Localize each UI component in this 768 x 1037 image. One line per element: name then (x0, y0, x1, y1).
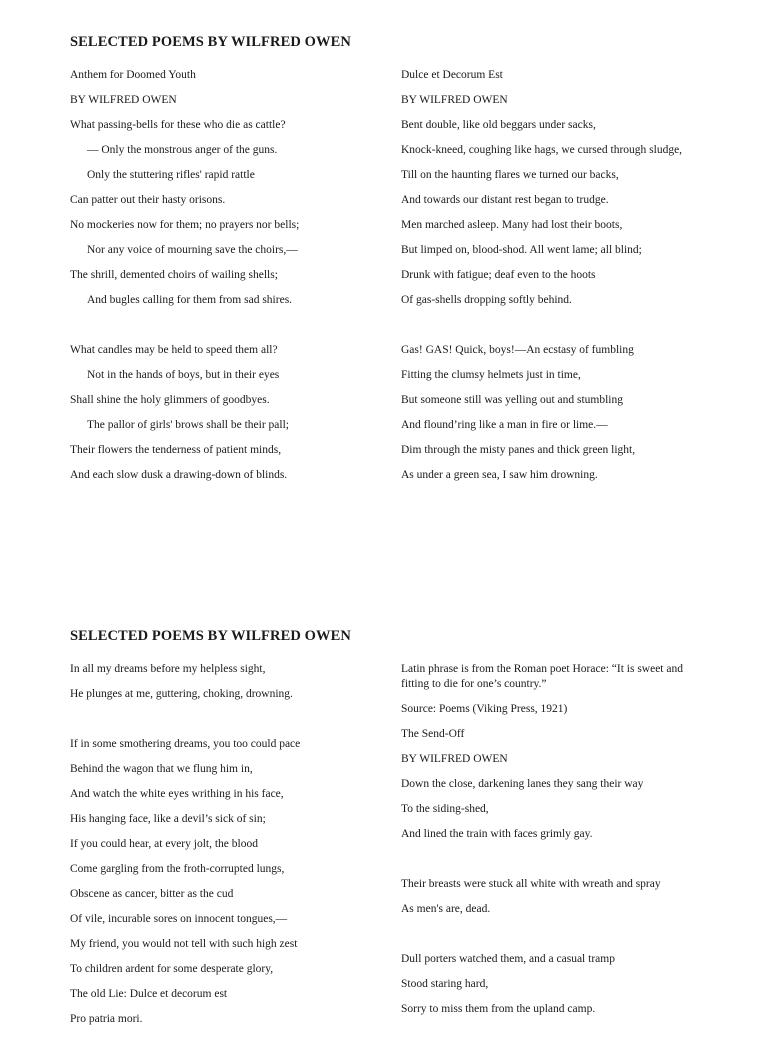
poem-line: Shall shine the holy glimmers of goodbyes. (70, 394, 270, 406)
poem-column-left (70, 662, 370, 1037)
poem-line: He plunges at me, guttering, choking, drowning. (70, 688, 293, 700)
poem-line: But limped on, blood-shod. All went lame; all blind; (401, 244, 642, 256)
stanza-break (70, 712, 370, 727)
poem-line: Their breasts were stuck all white with wreath and spray (401, 878, 661, 890)
poem-line: BY WILFRED OWEN (401, 753, 508, 765)
poem-line: Come gargling from the froth-corrupted lungs, (70, 863, 285, 875)
poem-line: Of vile, incurable sores on innocent tongues,— (70, 913, 288, 925)
page-title: SELECTED POEMS BY WILFRED OWEN (70, 628, 351, 644)
poem-line: Bent double, like old beggars under sacks, (401, 119, 596, 131)
poem-line: His hanging face, like a devil’s sick of sin; (70, 813, 266, 825)
poem-line: If you could hear, at every jolt, the blood (70, 838, 258, 850)
poem-line: Dull porters watched them, and a casual tramp (401, 953, 615, 965)
poem-line: And bugles calling for them from sad shires. (87, 294, 293, 306)
poem-line: Only the stuttering rifles' rapid rattle (87, 169, 255, 181)
poem-line: In all my dreams before my helpless sight, (70, 663, 266, 675)
poem-line: — Only the monstrous anger of the guns. (87, 144, 278, 156)
poem-line: And lined the train with faces grimly gay. (401, 828, 593, 840)
poem-line: Gas! GAS! Quick, boys!—An ecstasy of fumbling (401, 344, 634, 356)
poem-line: Down the close, darkening lanes they sang their way (401, 778, 644, 790)
poem-line: Stood staring hard, (401, 978, 489, 990)
poem-line: Of gas-shells dropping softly behind. (401, 294, 572, 306)
poem-line: BY WILFRED OWEN (70, 94, 177, 106)
document-page-2 (0, 592, 768, 1024)
poem-line: As under a green sea, I saw him drowning. (401, 469, 598, 481)
poem-line: No mockeries now for them; no prayers nor bells; (70, 219, 300, 231)
poem-line: Obscene as cancer, bitter as the cud (70, 888, 234, 900)
poem-line: Till on the haunting flares we turned our backs, (401, 169, 619, 181)
poem-line: My friend, you would not tell with such high zest (70, 938, 298, 950)
poem-line: What passing-bells for these who die as cattle? (70, 119, 286, 131)
poem-line: Sorry to miss them from the upland camp. (401, 1003, 596, 1015)
poem-line: Fitting the clumsy helmets just in time, (401, 369, 581, 381)
poem-line: Pro patria mori. (70, 1013, 143, 1025)
poem-line: And towards our distant rest began to trudge. (401, 194, 609, 206)
poem-line: The shrill, demented choirs of wailing shells; (70, 269, 278, 281)
poem-column-right (401, 68, 696, 493)
poem-line: To the siding-shed, (401, 803, 489, 815)
poem-line: What candles may be held to speed them all? (70, 344, 278, 356)
poem-line: Latin phrase is from the Roman poet Horace: “It is sweet and fitting to die for one’s country.” (401, 663, 683, 690)
poem-line: The Send-Off (401, 728, 465, 740)
poem-column-right (401, 662, 696, 1027)
poem-line: BY WILFRED OWEN (401, 94, 508, 106)
poem-line: Not in the hands of boys, but in their eyes (87, 369, 280, 381)
stanza-break (70, 318, 370, 333)
poem-line: Anthem for Doomed Youth (70, 69, 196, 81)
poem-line: The old Lie: Dulce et decorum est (70, 988, 228, 1000)
poem-line: Nor any voice of mourning save the choirs,— (87, 244, 298, 256)
poem-line: Drunk with fatigue; deaf even to the hoots (401, 269, 596, 281)
poem-line: And watch the white eyes writhing in his face, (70, 788, 284, 800)
poem-line: But someone still was yelling out and stumbling (401, 394, 624, 406)
poem-line: Knock-kneed, coughing like hags, we cursed through sludge, (401, 144, 683, 156)
poem-line: Dim through the misty panes and thick green light, (401, 444, 636, 456)
poem-line: To children ardent for some desperate glory, (70, 963, 274, 975)
poem-line: Men marched asleep. Many had lost their boots, (401, 219, 623, 231)
poem-line: Can patter out their hasty orisons. (70, 194, 226, 206)
stanza-break (401, 318, 696, 333)
poem-line: The pallor of girls' brows shall be their pall; (87, 419, 289, 431)
poem-line: Dulce et Decorum Est (401, 69, 503, 81)
page-title: SELECTED POEMS BY WILFRED OWEN (70, 34, 351, 50)
poem-line: And flound’ring like a man in fire or lime.— (401, 419, 608, 431)
stanza-break (401, 852, 696, 867)
poem-line: Behind the wagon that we flung him in, (70, 763, 253, 775)
stanza-break (401, 927, 696, 942)
poem-line: And each slow dusk a drawing-down of blinds. (70, 469, 288, 481)
poem-line: As men's are, dead. (401, 903, 491, 915)
poem-line: If in some smothering dreams, you too could pace (70, 738, 301, 750)
poem-line: Their flowers the tenderness of patient minds, (70, 444, 282, 456)
poem-column-left (70, 68, 370, 493)
poem-line: Source: Poems (Viking Press, 1921) (401, 703, 568, 715)
